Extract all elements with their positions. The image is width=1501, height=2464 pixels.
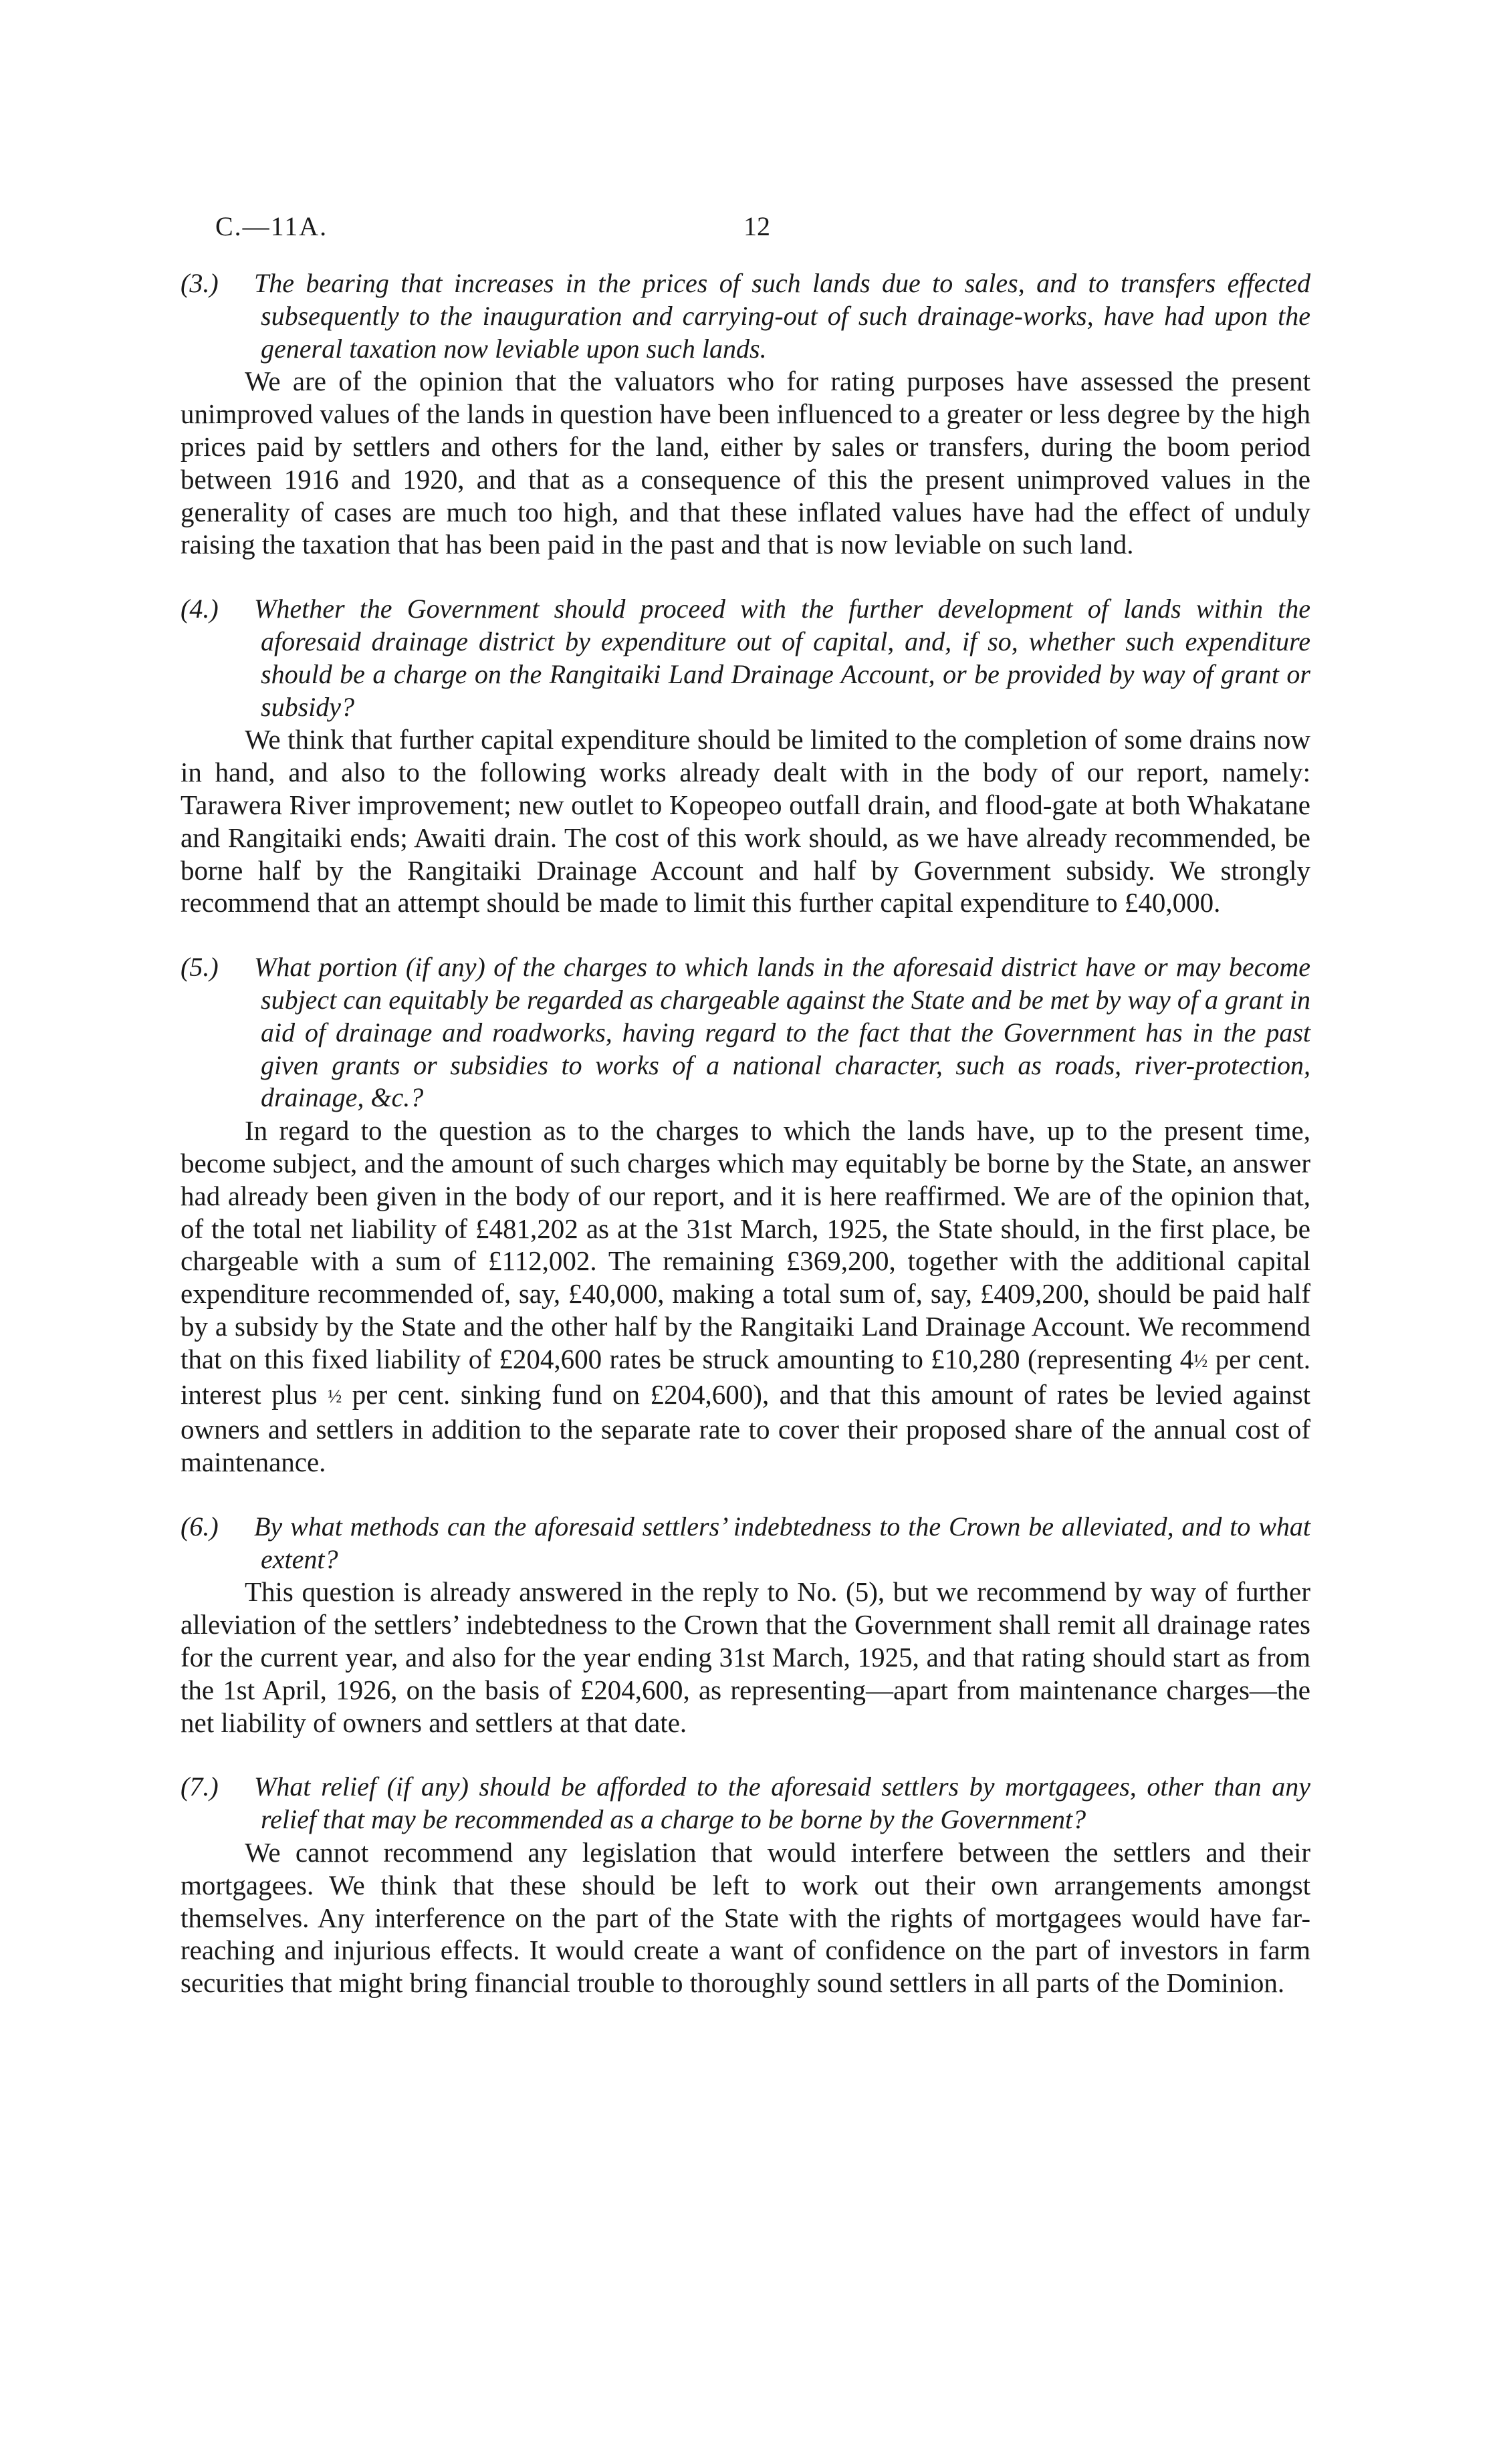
- question-7: [181, 1771, 1310, 1836]
- answer-5: [181, 1114, 1310, 1479]
- question-3: [181, 267, 1310, 365]
- question-text: Whether the Government should proceed with the further development of lands within the aforesaid drainage district by expenditure out of capital, and, if so, whether such expenditure should be a charge on the Rangitaiki Land Drainage Account, or be provided by way of grant or subsidy?: [254, 594, 1310, 722]
- question-text: What portion (if any) of the charges to which lands in the aforesaid district have or may become subject can equitably be regarded as chargeable against the State and be met by way of a grant in aid of drainage and roadworks, having regard to the fact that the Government has in the past given grants or subsidies to works of a national character, such as roads, river-protection, drainage, &c.?: [254, 952, 1310, 1113]
- page-number: 12: [743, 211, 770, 241]
- fraction-half: ½: [1193, 1350, 1208, 1372]
- answer-3: We are of the opinion that the valuators who for rating purposes have assessed the present unimproved values of the lands in question have been influenced to a greater or less degree by the high prices paid by settlers and others for the land, either by sales or transfers, during the boom period between 1916 and 1920, and that as a consequence of this the present unimproved values in the generality of cases are much too high, and that these inflated values have had the effect of unduly raising the taxation that has been paid in the past and that is now leviable on such land.: [181, 366, 1310, 560]
- question-text: The bearing that increases in the prices of such lands due to sales, and to transfers effected subsequently to the inauguration and carrying-out of such drainage-works, have had upon the general taxation now leviable upon such lands.: [254, 268, 1310, 364]
- question-number: (5.): [181, 952, 219, 983]
- question-text: By what methods can the aforesaid settlers’ indebtedness to the Crown be alleviated, and to what extent?: [254, 1511, 1310, 1574]
- question-number: (6.): [181, 1511, 219, 1542]
- page-header: [215, 211, 1329, 244]
- question-6: [181, 1511, 1310, 1576]
- answer-text: per cent. sinking fund on £204,600), and that this amount of rates be levied against owners and settlers in addition to the separate rate to cover their proposed share of the annual cost of maintenance.: [181, 1378, 1310, 1478]
- question-number: (4.): [181, 594, 219, 624]
- answer-7: We cannot recommend any legislation that would interfere between the settlers and their mortgagees. We think that these should be left to work out their own arrangements amongst themselves. Any interference on the part of the State with the rights of mortgagees would have far-reaching and injurious effects. It would create a want of confidence on the part of investors in farm securities that might bring financial trouble to thoroughly sound settlers in all parts of the Dominion.: [181, 1837, 1310, 1999]
- question-number: (7.): [181, 1771, 219, 1802]
- answer-text: In regard to the question as to the charges to which the lands have, up to the present time, become subject, and the amount of such charges which may equitably be borne by the State, an answer had already been given in the body of our report, and it is here reaffirmed. We are of the opinion that, of the total net liability of £481,202 as at the 31st March, 1925, the State should, in the first place, be chargeable with a sum of £112,002. The remaining £369,200, together with the additional capital expenditure recommended of, say, £40,000, making a total sum of, say, £409,200, should be paid half by a subsidy by the State and the other half by the Rangitaiki Land Drainage Account. We recommend that on this fixed liability of £204,600 rates be struck amounting to £10,280 (representing 4: [181, 1115, 1310, 1374]
- fraction-half: ½: [328, 1386, 342, 1407]
- document-body: [181, 267, 1310, 1999]
- document-reference: C.—11A.: [215, 211, 328, 241]
- answer-6: This question is already answered in the reply to No. (5), but we recommend by way of further alleviation of the settlers’ indebtedness to the Crown that the Government shall remit all drainage rates for the current year, and also for the year ending 31st March, 1925, and that rating should start as from the 1st April, 1926, on the basis of £204,600, as representing—apart from maintenance charges—the net liability of owners and settlers at that date.: [181, 1576, 1310, 1738]
- answer-text: per cent. interest plus: [181, 1343, 1310, 1410]
- answer-4: We think that further capital expenditure should be limited to the completion of some drains now in hand, and also to the following works already dealt with in the body of our report, namely: Tarawera River improvement; new outlet to Kopeopeo outfall drain, and flood-gate at both Whakatane and Rangitaiki ends; Awaiti drain. The cost of this work should, as we have already recommended, be borne half by the Rangitaiki Drainage Account and half by Government subsidy. We strongly recommend that an attempt should be made to limit this further capital expenditure to £40,000.: [181, 724, 1310, 918]
- question-4: [181, 593, 1310, 723]
- question-5: [181, 951, 1310, 1114]
- question-number: (3.): [181, 268, 219, 298]
- question-text: What relief (if any) should be afforded to the aforesaid settlers by mortgagees, other than any relief that may be recommended as a charge to be borne by the Government?: [254, 1771, 1310, 1835]
